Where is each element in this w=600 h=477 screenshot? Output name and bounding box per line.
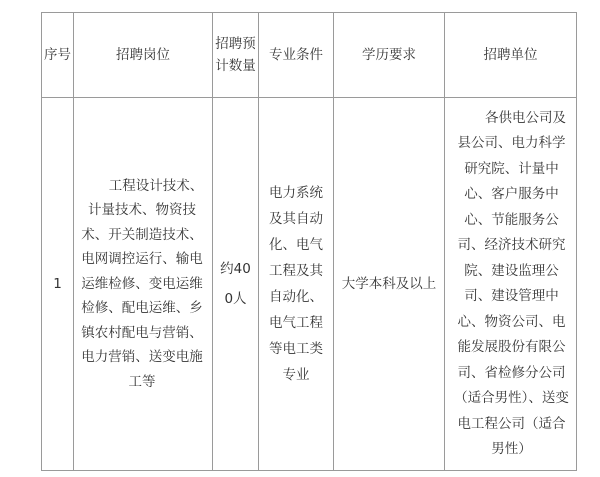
- cell-seq: 1: [42, 98, 74, 471]
- cell-count: 约400人: [213, 98, 259, 471]
- header-major: 专业条件: [259, 13, 334, 98]
- header-position: 招聘岗位: [74, 13, 213, 98]
- cell-major: 电力系统及其自动化、电气工程及其自动化、电气工程等电工类专业: [259, 98, 334, 471]
- cell-unit-text: 各供电公司及县公司、电力科学研究院、计量中心、客户服务中心、节能服务公司、经济技术研究院、建设监理公司、建设管理中心、物资公司、电能发展股份有限公司、省检修分公司（适合男性）、送变电工程公司（适合男性）: [454, 109, 569, 457]
- cell-unit: [445, 98, 577, 471]
- cell-education: 大学本科及以上: [334, 98, 445, 471]
- header-education: 学历要求: [334, 13, 445, 98]
- table-header-row: [42, 13, 577, 98]
- recruitment-table: [41, 12, 577, 471]
- table-row: [42, 98, 577, 471]
- cell-position: [74, 98, 213, 471]
- header-seq: 序号: [42, 13, 74, 98]
- header-count: 招聘预计数量: [213, 13, 259, 98]
- cell-position-text: 工程设计技术、计量技术、物资技术、开关制造技术、电网调控运行、输电运维检修、变电运维检修、配电运维、乡镇农村配电与营销、电力营销、送变电施工等: [81, 177, 204, 390]
- header-unit: 招聘单位: [445, 13, 577, 98]
